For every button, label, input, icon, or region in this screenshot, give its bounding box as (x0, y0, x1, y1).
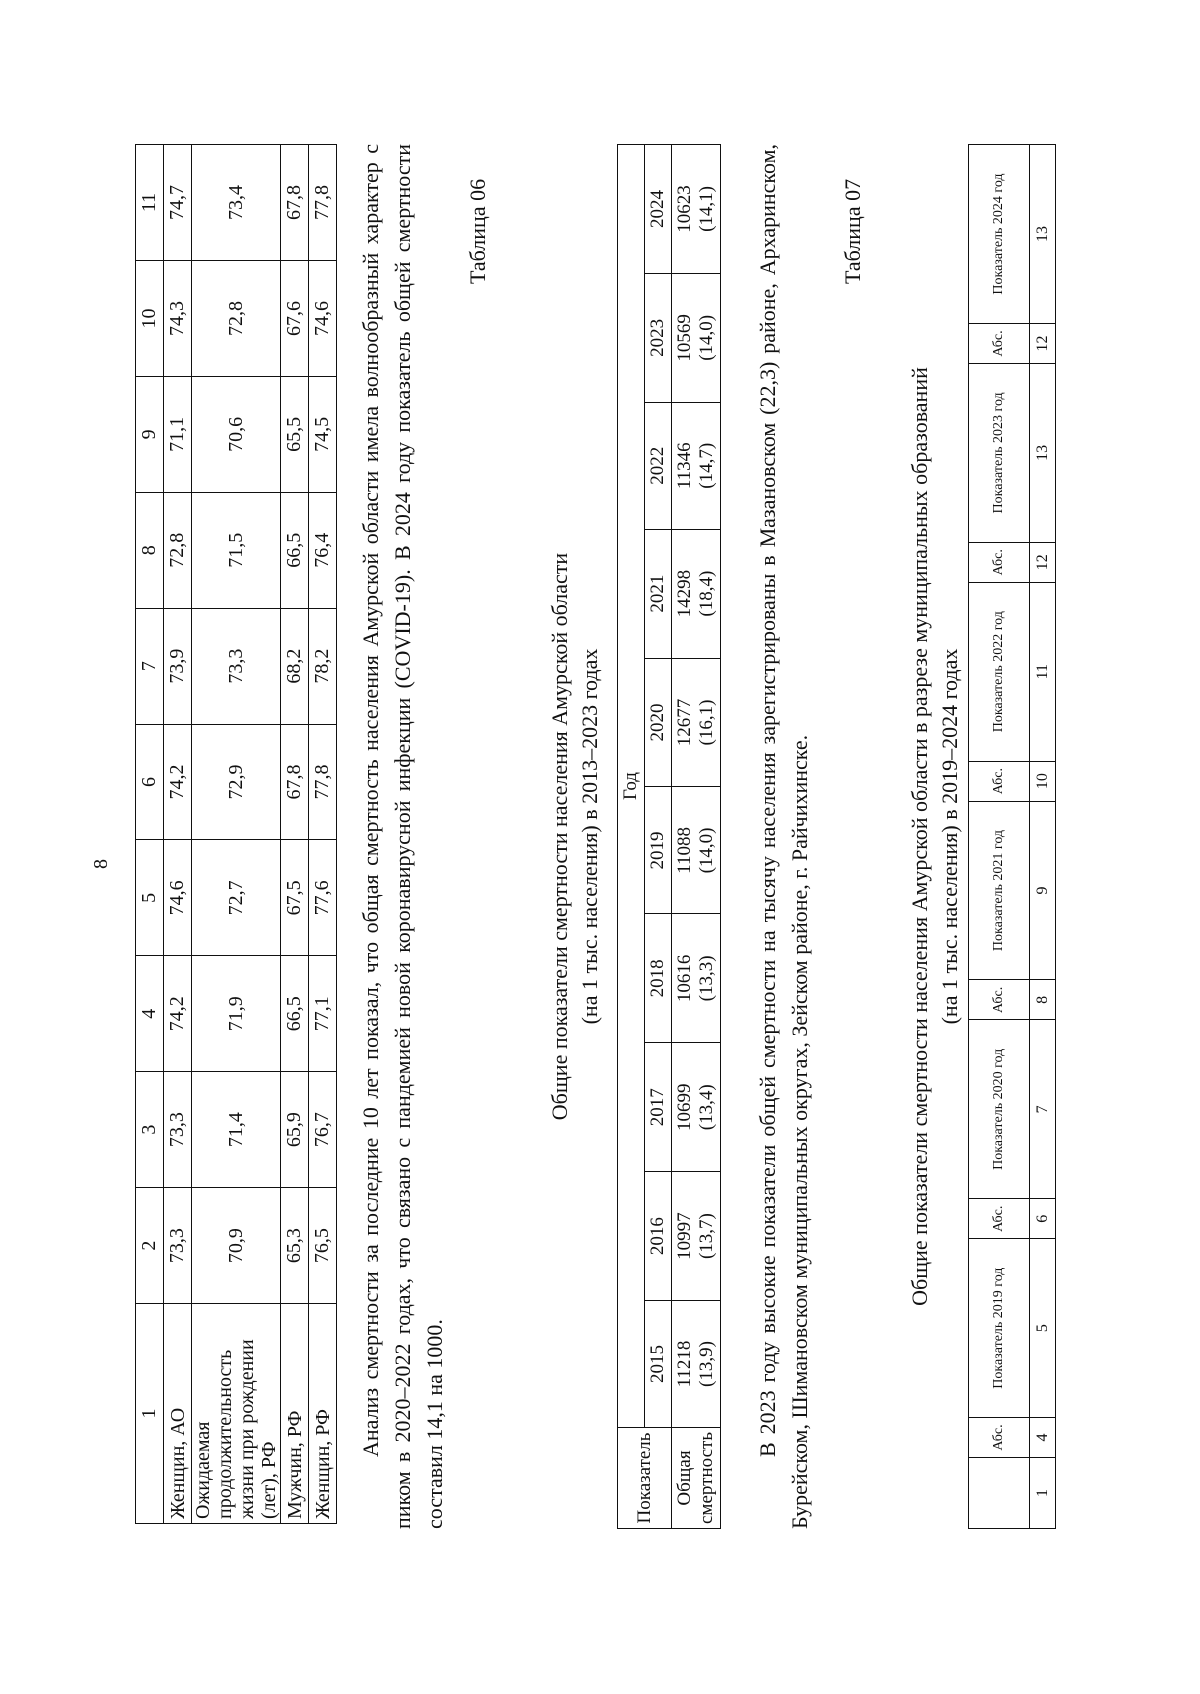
rate-value: (13,7) (696, 1213, 717, 1260)
rate-value: (14,1) (696, 186, 717, 232)
year-cell: 2019 (645, 787, 672, 914)
rate-value: (13,9) (696, 1341, 717, 1387)
table-cell: 74,2 (164, 724, 192, 840)
mortality-table-06 (617, 144, 721, 1529)
table-cell: 71,1 (164, 376, 192, 492)
table-cell: 73,3 (164, 1072, 192, 1188)
year-cell: 2020 (645, 658, 672, 787)
table-cell: 73,4 (192, 145, 281, 261)
year-cell: 2023 (645, 273, 672, 402)
paragraph-high-mortality-areas: В 2023 году высокие показатели общей смертности на тысячу населения зарегистрированы в Мазановском (22,3) районе, Архаринском, Бурейском, Шимановском муниципальных округах, Зейском районе, г. Райчихинске. (755, 144, 812, 1529)
abs-value: 14298 (674, 569, 695, 618)
abs-value: 11346 (674, 442, 695, 490)
header-cell: 10 (136, 260, 164, 376)
header-cell (969, 1458, 1030, 1529)
header-cell: Показатель 2021 год (969, 801, 1030, 980)
table-cell: 74,2 (164, 956, 192, 1072)
table-cell (672, 914, 721, 1043)
table-cell: 67,6 (281, 260, 309, 376)
header-cell: Абс. (969, 324, 1030, 364)
year-cell: 2024 (645, 145, 672, 274)
abs-value: 12677 (674, 698, 695, 747)
table-cell (672, 529, 721, 658)
table-cell: 72,8 (164, 492, 192, 608)
header-cell: Абс. (969, 761, 1030, 801)
abs-value: 10616 (674, 954, 695, 1003)
table-cell: 12 (1030, 324, 1056, 364)
header-cell: Показатель 2023 год (969, 363, 1030, 542)
paragraph-mortality-analysis: Анализ смертности за последние 10 лет показал, что общая смертность населения Амурской области имела волнообразный характер с пиком в 2020–2022 годах, что связано с пандемией новой коронавирусной инфекции (COVID-19). В 2024 году показатель общей смертности составил 14,1 на 1000. (358, 144, 447, 1529)
table-cell: 72,8 (192, 260, 281, 376)
table-06-title-line2: (на 1 тыс. населения) в 2013–2023 годах (577, 648, 602, 1025)
table-cell: 66,5 (281, 956, 309, 1072)
abs-value: 10997 (674, 1212, 695, 1260)
table-cell: 72,9 (192, 724, 281, 840)
table-07-label: Таблица 07 (840, 178, 865, 284)
abs-value: 11218 (674, 1340, 695, 1388)
table-cell (672, 1301, 721, 1428)
abs-value: 10569 (674, 314, 695, 362)
table-cell: 76,7 (309, 1072, 337, 1188)
table-06-title-line1: Общие показатели смертности населения Амурской области (547, 552, 572, 1121)
row-label: Женщин, АО (164, 1304, 192, 1524)
row-label: Общая смертность (672, 1428, 721, 1529)
table-07-title-line2: (на 1 тыс. населения) в 2019–2024 годах (937, 648, 962, 1025)
header-cell: 1 (136, 1304, 164, 1524)
table-cell: 9 (1030, 801, 1056, 980)
header-cell: Абс. (969, 980, 1030, 1020)
table-07-title (905, 144, 965, 1529)
table-cell: 10 (1030, 761, 1056, 801)
table-06-title (545, 144, 605, 1529)
abs-value: 10623 (674, 185, 695, 233)
abs-value: 10699 (674, 1083, 695, 1131)
table-cell: 1 (1030, 1458, 1056, 1529)
table-cell (672, 1043, 721, 1172)
table-cell: 74,7 (164, 145, 192, 261)
table-cell: 13 (1030, 363, 1056, 542)
header-cell: 3 (136, 1072, 164, 1188)
table-cell: 6 (1030, 1199, 1056, 1239)
table-cell: 67,8 (281, 145, 309, 261)
year-header: Год (618, 145, 645, 1428)
table-cell: 77,1 (309, 956, 337, 1072)
years-row (645, 145, 672, 1529)
table-cell: 71,9 (192, 956, 281, 1072)
table-cell (672, 787, 721, 914)
table-cell: 73,3 (192, 608, 281, 724)
table-cell: 70,6 (192, 376, 281, 492)
rate-value: (14,0) (696, 314, 717, 361)
table-cell: 77,8 (309, 145, 337, 261)
header-cell: 2 (136, 1188, 164, 1304)
table-cell: 74,6 (309, 260, 337, 376)
header-cell: Абс. (969, 1199, 1030, 1239)
table-row (192, 145, 281, 1524)
table-cell: 72,7 (192, 840, 281, 956)
header-cell: 7 (136, 608, 164, 724)
table-cell: 4 (1030, 1418, 1056, 1458)
year-cell: 2015 (645, 1301, 672, 1428)
table-cell: 13 (1030, 145, 1056, 324)
header-cell: 8 (136, 492, 164, 608)
table-cell: 71,5 (192, 492, 281, 608)
year-cell: 2022 (645, 402, 672, 529)
table-row (164, 145, 192, 1524)
rate-value: (18,4) (696, 570, 717, 617)
table-cell (672, 1172, 721, 1301)
table-cell (672, 658, 721, 787)
table-cell (672, 273, 721, 402)
table-cell: 67,8 (281, 724, 309, 840)
table-cell: 11 (1030, 582, 1056, 761)
table-cell: 7 (1030, 1020, 1056, 1199)
table-06-label: Таблица 06 (465, 178, 490, 284)
year-cell: 2017 (645, 1043, 672, 1172)
table-cell: 68,2 (281, 608, 309, 724)
abs-value: 11088 (674, 827, 695, 874)
table-header-row (618, 145, 645, 1529)
rate-value: (13,3) (696, 955, 717, 1002)
indicator-header: Показатель (618, 1428, 672, 1529)
table-cell: 74,3 (164, 260, 192, 376)
row-label: Ожидаемая продолжительность жизни при рождении (лет), РФ (192, 1304, 281, 1524)
table-cell: 5 (1030, 1239, 1056, 1418)
year-cell: 2018 (645, 914, 672, 1043)
mortality-table-07 (968, 144, 1056, 1529)
table-cell: 67,5 (281, 840, 309, 956)
table-cell: 12 (1030, 542, 1056, 582)
table-cell: 76,4 (309, 492, 337, 608)
table-cell (672, 145, 721, 274)
year-cell: 2016 (645, 1172, 672, 1301)
table-cell: 8 (1030, 980, 1056, 1020)
row-label: Женщин, РФ (309, 1304, 337, 1524)
header-cell: Абс. (969, 542, 1030, 582)
table-cell: 73,3 (164, 1188, 192, 1304)
table-cell: 77,8 (309, 724, 337, 840)
table-cell: 73,9 (164, 608, 192, 724)
table-header-row (136, 145, 164, 1524)
header-cell: 6 (136, 724, 164, 840)
header-cell: Показатель 2022 год (969, 582, 1030, 761)
column-number-row (1030, 145, 1056, 1529)
table-cell: 74,5 (309, 376, 337, 492)
rate-value: (14,7) (696, 442, 717, 489)
table-cell: 65,3 (281, 1188, 309, 1304)
table-cell: 78,2 (309, 608, 337, 724)
table-row (309, 145, 337, 1524)
life-expectancy-table (135, 144, 337, 1524)
table-cell: 65,5 (281, 376, 309, 492)
header-cell: 11 (136, 145, 164, 261)
header-cell: Показатель 2024 год (969, 145, 1030, 324)
table-header-row (969, 145, 1030, 1529)
table-cell: 70,9 (192, 1188, 281, 1304)
page-number: 8 (90, 859, 112, 869)
year-cell: 2021 (645, 529, 672, 658)
table-cell (672, 402, 721, 529)
table-cell: 66,5 (281, 492, 309, 608)
table-07-title-line1: Общие показатели смертности населения Амурской области в разрезе муниципальных образований (907, 367, 932, 1306)
rate-value: (14,0) (696, 827, 717, 874)
header-cell: Показатель 2019 год (969, 1239, 1030, 1418)
header-cell: 9 (136, 376, 164, 492)
header-cell: 4 (136, 956, 164, 1072)
row-label: Мужчин, РФ (281, 1304, 309, 1524)
rate-value: (16,1) (696, 699, 717, 746)
header-cell: 5 (136, 840, 164, 956)
table-row (281, 145, 309, 1524)
table-row (672, 145, 721, 1529)
table-cell: 71,4 (192, 1072, 281, 1188)
header-cell: Абс. (969, 1418, 1030, 1458)
rate-value: (13,4) (696, 1084, 717, 1131)
table-cell: 77,6 (309, 840, 337, 956)
table-cell: 65,9 (281, 1072, 309, 1188)
table-cell: 76,5 (309, 1188, 337, 1304)
header-cell: Показатель 2020 год (969, 1020, 1030, 1199)
table-cell: 74,6 (164, 840, 192, 956)
